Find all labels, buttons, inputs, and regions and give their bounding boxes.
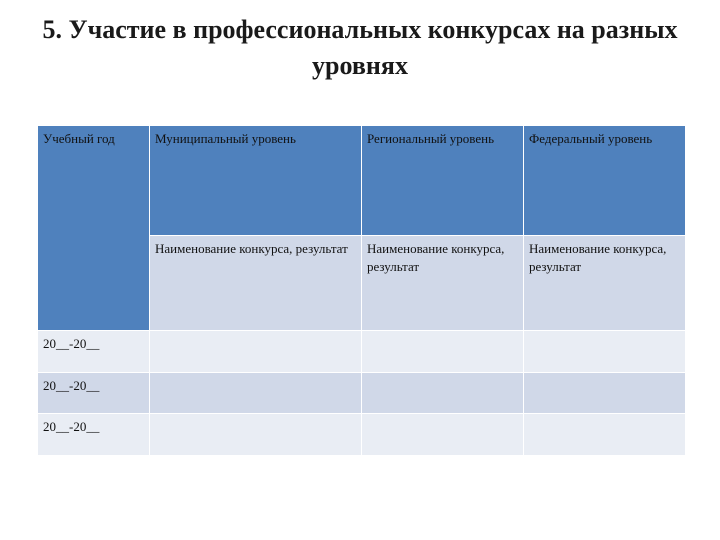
school-year-cell: 20__-20__ [38, 373, 150, 414]
federal-result-cell[interactable] [524, 373, 686, 414]
table-row [38, 414, 686, 456]
federal-result-cell[interactable] [524, 331, 686, 373]
contests-table [37, 125, 686, 456]
page-title: 5. Участие в профессиональных конкурсах на разных уровнях [42, 15, 678, 80]
municipal-result-cell[interactable] [150, 331, 362, 373]
school-year-header: Учебный год [38, 126, 150, 331]
school-year-cell: 20__-20__ [38, 331, 150, 373]
regional-result-cell[interactable] [362, 414, 524, 456]
regional-result-cell[interactable] [362, 373, 524, 414]
municipal-contest-result-header: Наименование конкурса, результат [150, 236, 362, 331]
table-row [38, 373, 686, 414]
federal-level-header: Федеральный уровень [524, 126, 686, 236]
table-row [38, 331, 686, 373]
regional-result-cell[interactable] [362, 331, 524, 373]
contests-table-wrapper [37, 125, 685, 455]
school-year-cell: 20__-20__ [38, 414, 150, 456]
level-header-row [38, 126, 686, 236]
federal-contest-result-header: Наименование конкурса, результат [524, 236, 686, 331]
federal-result-cell[interactable] [524, 414, 686, 456]
municipal-result-cell[interactable] [150, 414, 362, 456]
regional-contest-result-header: Наименование конкурса, результат [362, 236, 524, 331]
municipal-result-cell[interactable] [150, 373, 362, 414]
municipal-level-header: Муниципальный уровень [150, 126, 362, 236]
regional-level-header: Региональный уровень [362, 126, 524, 236]
